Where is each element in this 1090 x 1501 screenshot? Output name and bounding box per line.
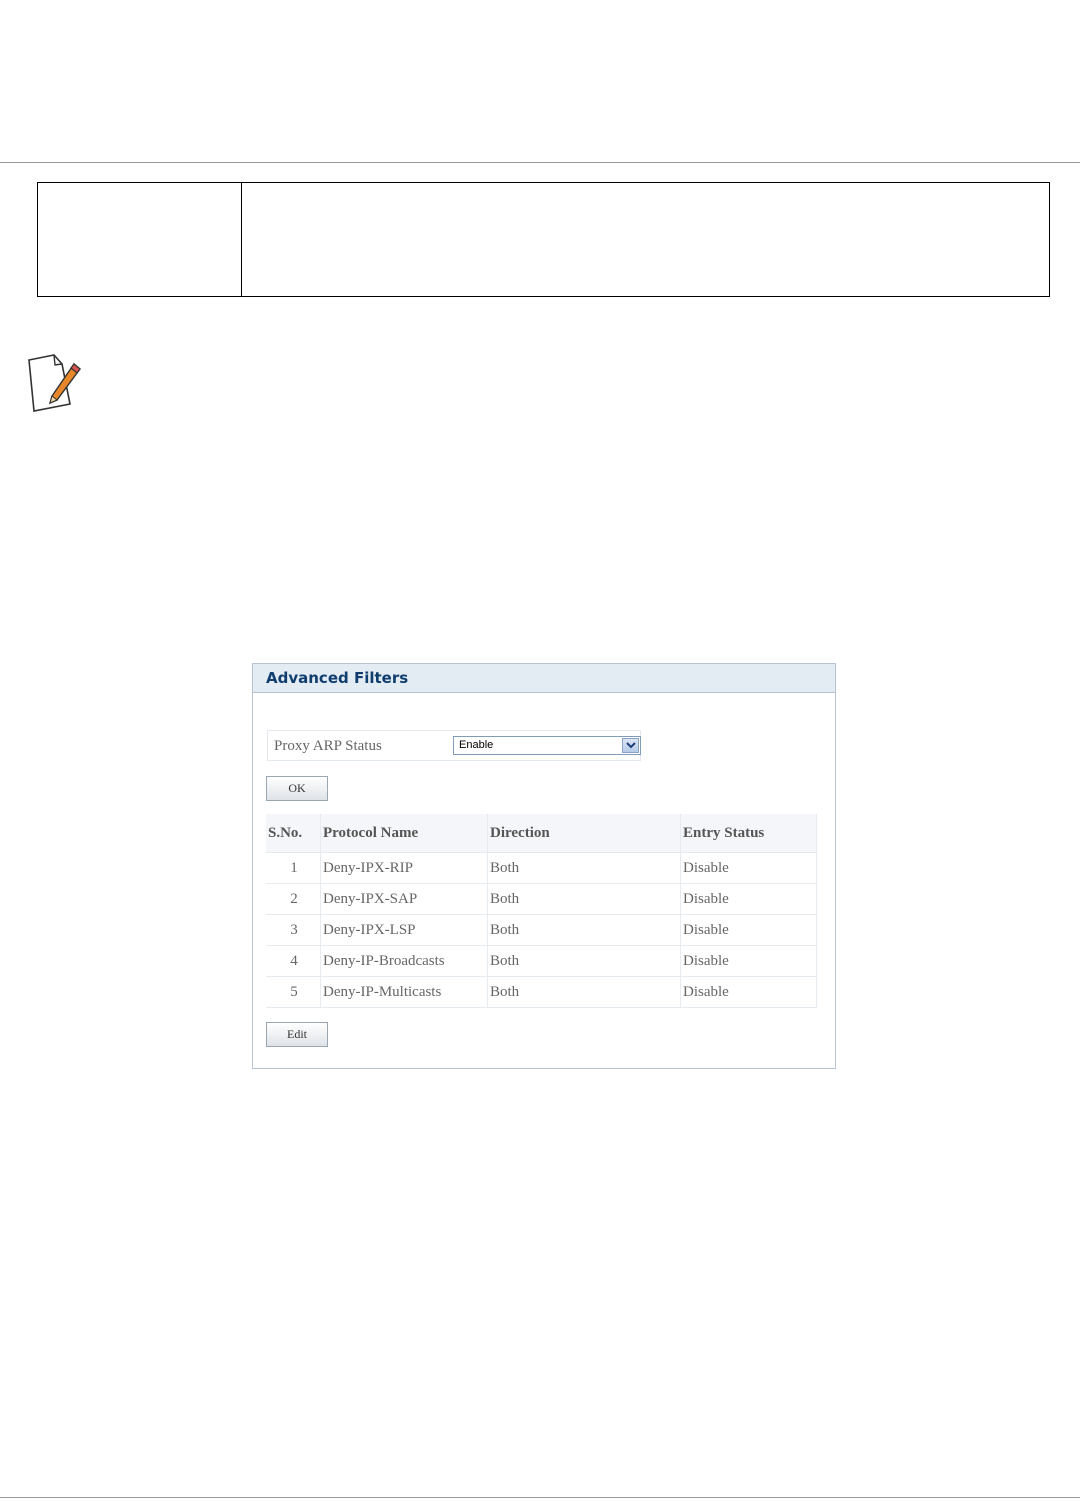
note-pencil-icon (24, 352, 84, 414)
cell-sno: 2 (266, 884, 321, 915)
document-table-cell-right (242, 183, 1049, 296)
cell-sno: 4 (266, 946, 321, 977)
column-header-direction: Direction (488, 814, 681, 853)
column-header-status: Entry Status (681, 814, 817, 853)
cell-direction: Both (488, 853, 681, 884)
table-row[interactable] (266, 884, 817, 915)
cell-status: Disable (681, 915, 817, 946)
table-header-row (266, 814, 817, 853)
column-header-protocol: Protocol Name (321, 814, 488, 853)
cell-protocol: Deny-IPX-SAP (321, 884, 488, 915)
cell-direction: Both (488, 946, 681, 977)
proxy-arp-select-value: Enable (459, 739, 494, 751)
document-table-cell-left (38, 183, 242, 296)
cell-protocol: Deny-IPX-LSP (321, 915, 488, 946)
table-row[interactable] (266, 853, 817, 884)
proxy-arp-row (267, 730, 641, 761)
cell-sno: 5 (266, 977, 321, 1008)
document-table (37, 182, 1050, 297)
cell-direction: Both (488, 977, 681, 1008)
cell-direction: Both (488, 884, 681, 915)
cell-protocol: Deny-IPX-RIP (321, 853, 488, 884)
column-header-sno: S.No. (266, 814, 321, 853)
proxy-arp-select[interactable] (453, 736, 641, 755)
table-row[interactable] (266, 946, 817, 977)
cell-status: Disable (681, 946, 817, 977)
table-row[interactable] (266, 915, 817, 946)
cell-direction: Both (488, 915, 681, 946)
cell-status: Disable (681, 977, 817, 1008)
ok-button[interactable]: OK (266, 776, 328, 801)
cell-status: Disable (681, 853, 817, 884)
filters-table (266, 814, 817, 1008)
cell-sno: 3 (266, 915, 321, 946)
chevron-down-icon[interactable] (622, 738, 639, 753)
proxy-arp-label: Proxy ARP Status (274, 738, 382, 754)
panel-title: Advanced Filters (266, 669, 409, 687)
page-header-rule (0, 162, 1080, 163)
cell-sno: 1 (266, 853, 321, 884)
table-row[interactable] (266, 977, 817, 1008)
page-footer-rule (0, 1497, 1080, 1498)
advanced-filters-panel (252, 663, 836, 1069)
cell-protocol: Deny-IP-Broadcasts (321, 946, 488, 977)
panel-header (253, 664, 835, 693)
edit-button[interactable]: Edit (266, 1022, 328, 1047)
cell-protocol: Deny-IP-Multicasts (321, 977, 488, 1008)
cell-status: Disable (681, 884, 817, 915)
